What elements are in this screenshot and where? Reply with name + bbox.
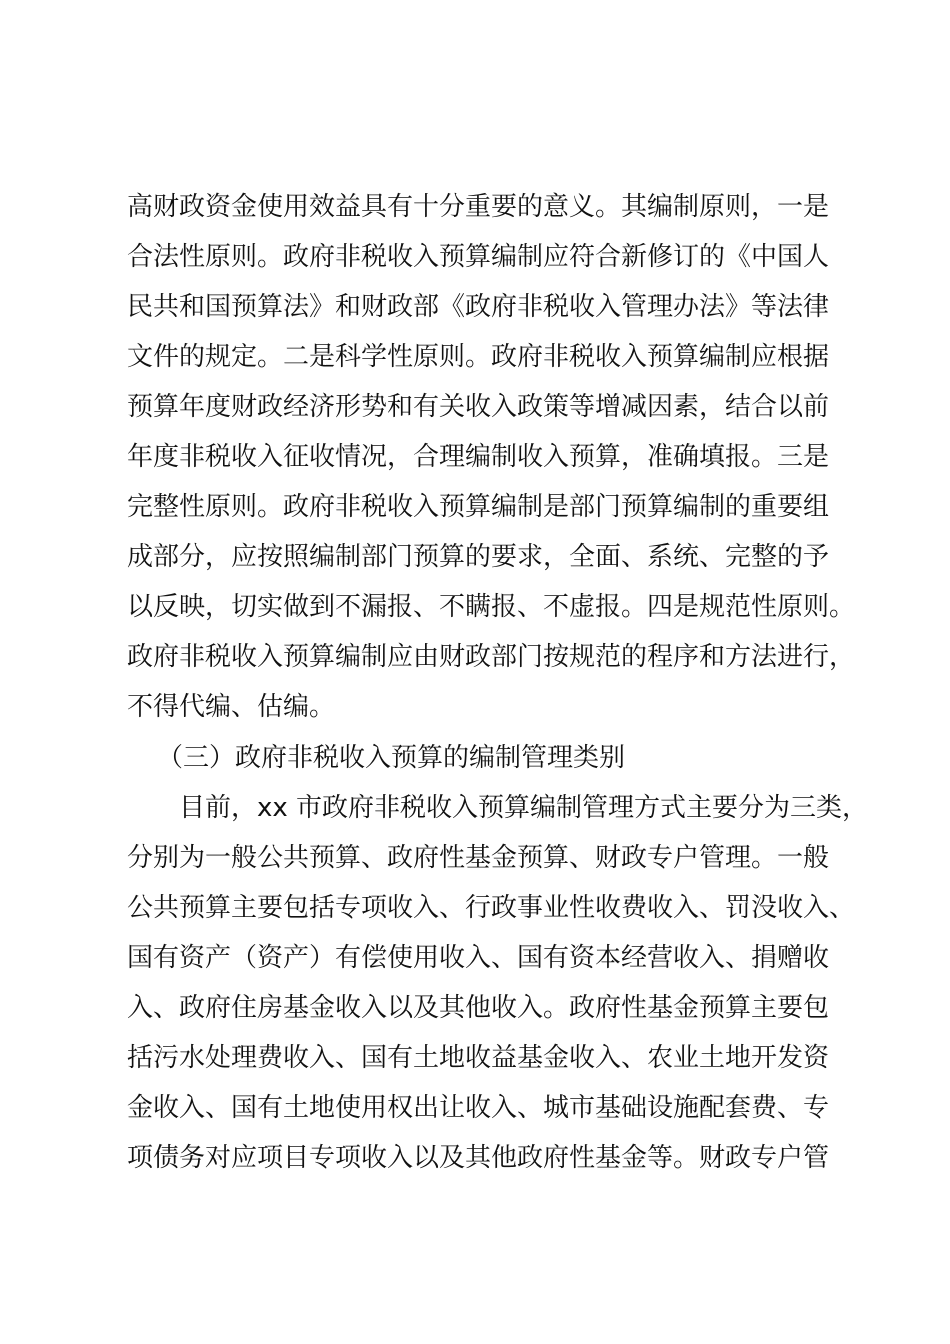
paragraph-line: 政府非税收入预算编制应由财政部门按规范的程序和方法进行，: [127, 642, 856, 672]
paragraph-line: 高财政资金使用效益具有十分重要的意义。其编制原则，一是: [127, 192, 830, 222]
paragraph-line: 分别为一般公共预算、政府性基金预算、财政专户管理。一般: [127, 843, 830, 873]
paragraph-line: 括污水处理费收入、国有土地收益基金收入、农业土地开发资: [127, 1043, 830, 1073]
paragraph-line: 项债务对应项目专项收入以及其他政府性基金等。财政专户管: [127, 1143, 830, 1173]
paragraph-line: 文件的规定。二是科学性原则。政府非税收入预算编制应根据: [127, 342, 830, 372]
paragraph-line: 成部分，应按照编制部门预算的要求，全面、系统、完整的予: [127, 542, 830, 572]
paragraph-line: 年度非税收入征收情况，合理编制收入预算，准确填报。三是: [127, 442, 830, 472]
paragraph-line: 公共预算主要包括专项收入、行政事业性收费收入、罚没收入、: [127, 893, 856, 923]
paragraph-line: 民共和国预算法》和财政部《政府非税收入管理办法》等法律: [127, 292, 830, 322]
paragraph-line: 入、政府住房基金收入以及其他收入。政府性基金预算主要包: [127, 993, 830, 1023]
paragraph-line: 不得代编、估编。: [127, 692, 336, 722]
paragraph-line: 金收入、国有土地使用权出让收入、城市基础设施配套费、专: [127, 1093, 830, 1123]
paragraph-line: 国有资产（资产）有偿使用收入、国有资本经营收入、捐赠收: [127, 943, 830, 973]
paragraph-line: 完整性原则。政府非税收入预算编制是部门预算编制的重要组: [127, 492, 830, 522]
paragraph-line: 合法性原则。政府非税收入预算编制应符合新修订的《中国人: [127, 242, 830, 272]
paragraph-line: 以反映，切实做到不漏报、不瞒报、不虚报。四是规范性原则。: [127, 592, 856, 622]
section-heading: （三）政府非税收入预算的编制管理类别: [157, 743, 626, 773]
paragraph-line: 目前，xx 市政府非税收入预算编制管理方式主要分为三类，: [179, 793, 869, 823]
paragraph-line: 预算年度财政经济形势和有关收入政策等增减因素，结合以前: [127, 392, 830, 422]
